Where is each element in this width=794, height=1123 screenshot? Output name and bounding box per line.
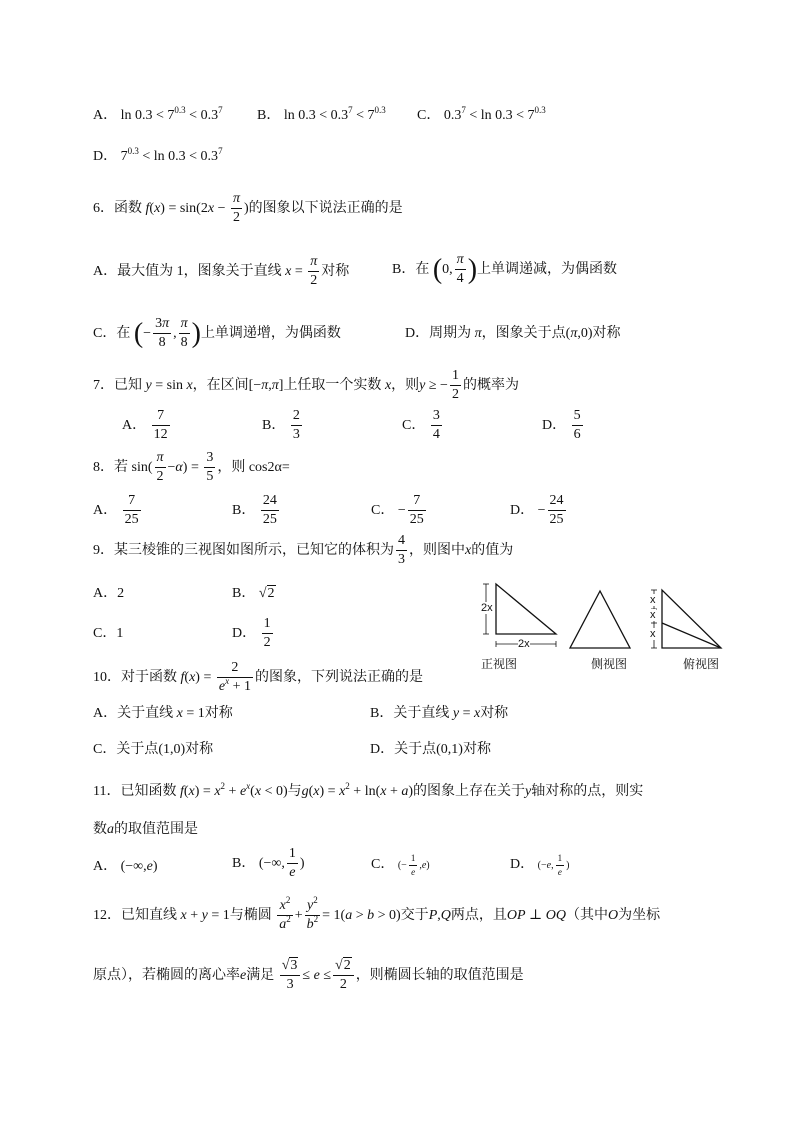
- numerator: 7: [152, 409, 170, 426]
- option-text: ，图象关于点: [481, 326, 566, 341]
- q8-stem: 8．若 sin( $\frac{\pi}{2}$ −α) = $\frac{3}{5}$ ，则 cos2α=: [93, 450, 290, 485]
- stem-text: （其中: [565, 908, 608, 923]
- option-text: 上单调递增，为偶函数: [200, 326, 341, 341]
- q10-option-c: C．关于点(1,0)对称: [93, 742, 214, 757]
- question-number: 8．: [93, 460, 114, 475]
- stem-text: 的图象上存在关于: [413, 784, 526, 799]
- question-number: 9．: [93, 543, 114, 558]
- stem-text: 的图象以下说法正确的是: [248, 201, 403, 216]
- q10-option-d: D．关于点(0,1)对称: [370, 742, 491, 757]
- denominator: 12: [153, 427, 168, 443]
- denominator: 25: [409, 512, 424, 528]
- option-label: A．: [93, 859, 118, 874]
- option-label: D．: [510, 503, 535, 518]
- question-number: 7．: [93, 378, 114, 393]
- denominator: 25: [549, 512, 564, 528]
- option-label: D．: [370, 742, 395, 757]
- option-text: 周期为: [429, 326, 472, 341]
- denominator: 25: [262, 512, 277, 528]
- q6-option-d: D．周期为 π，图象关于点(π,0)对称: [405, 326, 621, 341]
- option-text: 在: [415, 262, 430, 277]
- option-label: B．: [232, 503, 256, 518]
- stem-text: 若: [114, 460, 128, 475]
- sign: −: [537, 503, 546, 518]
- q11-stem-line2: 数a的取值范围是: [93, 822, 198, 837]
- option-label: B．: [232, 586, 256, 601]
- q5-option-c: C． $0.3^7 < \ln 0.3 < 7^{0.3}$: [417, 105, 546, 123]
- stem-text: 的概率为: [462, 378, 519, 393]
- stem-text: 已知直线: [121, 908, 177, 923]
- q5-option-a: A． $\ln 0.3 < 7^{0.3} < 0.3^7$: [93, 105, 223, 123]
- q11-option-d: D． (−e, $\frac{1}{e}$ ): [510, 853, 570, 878]
- q8-option-d: [510, 493, 568, 529]
- question-number: 11．: [93, 784, 121, 799]
- q11-stem-line1: 11．已知函数 $f(x) = x^2 + e^x(x < 0)$与$g(x) = x^2 + \ln(x + a)$的图象上存在关于y轴对称的点，则实: [93, 781, 644, 799]
- stem-text: 已知: [114, 378, 142, 393]
- fraction: $\frac{\pi}{2}$: [232, 191, 240, 226]
- q8-option-c: [371, 493, 428, 529]
- stem-text: ，则椭圆长轴的取值范围是: [355, 968, 524, 983]
- q12-stem-line2: 原点），若椭圆的离心率e满足 $\frac{√3}{3}$ ≤ e ≤ $\frac{√2}{2}$ ，则椭圆长轴的取值范围是: [93, 958, 524, 993]
- q6-option-b: B．在 (0, $\frac{\pi}{4}$ )上单调递减，为偶函数: [392, 252, 618, 287]
- option-text: 上单调递减，为偶函数: [477, 262, 618, 277]
- numerator: 7: [123, 494, 141, 511]
- option-text: 关于点: [116, 742, 159, 757]
- q9-option-a: [93, 584, 124, 604]
- option-label: B．: [262, 418, 286, 433]
- option-label: D．: [542, 418, 567, 433]
- side-view: [570, 591, 630, 648]
- q7-stem: 7．已知 y = sin x，在区间[−π,π]上任取一个实数 x，则y ≥ − $\frac{1}{2}$ 的概率为: [93, 368, 519, 403]
- denominator: 4: [432, 427, 440, 443]
- option-label: B．: [232, 856, 256, 871]
- q9-option-c: [93, 624, 123, 644]
- numerator: 2: [291, 409, 302, 426]
- option-text: 对称: [480, 706, 509, 721]
- stem-text: 对于函数: [121, 670, 177, 685]
- q11-option-c: C． (− $\frac{1}{e}$ ,e): [371, 853, 430, 878]
- q7-option-c: [402, 408, 444, 444]
- q5-option-d: D． $7^{0.3} < \ln 0.3 < 0.3^7$: [93, 146, 223, 164]
- option-text: 关于直线: [393, 706, 450, 721]
- stem-text: ，则图中: [409, 543, 465, 558]
- stem-text: ，则: [391, 378, 420, 393]
- sign: −: [397, 503, 406, 518]
- top-view-caption: 俯视图: [683, 657, 720, 671]
- option-text: 最大值为 1，图象关于直线: [117, 264, 282, 279]
- stem-text: 某三棱锥的三视图如图所示，已知它的体积为: [114, 543, 394, 558]
- denominator: 3: [292, 427, 300, 443]
- stem-text: 已知函数: [120, 784, 177, 799]
- option-text: C．1: [93, 626, 124, 641]
- q8-option-b: [232, 493, 281, 529]
- q8-option-a: [93, 493, 143, 529]
- option-text: 对称: [462, 742, 491, 757]
- option-text: 在: [116, 326, 131, 341]
- option-label: C．: [93, 742, 117, 757]
- option-text: 对称: [321, 264, 350, 279]
- q7-option-b: [262, 408, 304, 444]
- q6-option-c: C．在 (− $\frac{3\pi}{8}$ , $\frac{\pi}{8}$ )上单调递增，为偶函数: [93, 316, 341, 351]
- dim-x-middle: x: [650, 609, 656, 621]
- stem-text: 的图象，下列说法正确的是: [254, 670, 423, 685]
- question-number: 6．: [93, 201, 114, 216]
- top-view: [651, 590, 721, 648]
- option-text: 对称: [204, 706, 233, 721]
- dim-x-bottom: x: [650, 628, 656, 640]
- stem-text: 上任取一个实数: [283, 378, 382, 393]
- q11-option-b: B． (−∞, $\frac{1}{e}$ ): [232, 846, 305, 881]
- three-view-figure: [476, 578, 736, 658]
- q5-option-b: B． $\ln 0.3 < 0.3^7 < 7^{0.3}$: [257, 105, 386, 123]
- denominator: 6: [573, 427, 581, 443]
- option-label: C．: [371, 857, 395, 872]
- option-label: D．: [93, 149, 118, 164]
- stem-text: 的取值范围是: [114, 822, 198, 837]
- stem-text: 与椭圆: [229, 908, 272, 923]
- stem-text: 与: [287, 784, 302, 799]
- option-label: B．: [257, 108, 281, 123]
- stem-text: 函数: [114, 201, 142, 216]
- option-label: C．: [93, 326, 117, 341]
- q7-option-a: [122, 408, 172, 444]
- q9-option-b: B． √2: [232, 586, 275, 601]
- option-label: B．: [370, 706, 394, 721]
- option-label: B．: [392, 262, 416, 277]
- q11-option-a: A． (−∞,e): [93, 859, 158, 874]
- stem-text: 交于: [400, 908, 429, 923]
- q6-stem: 6．函数 f(x) = sin(2x − $\frac{\pi}{2}$ )的图象以下说法正确的是: [93, 191, 403, 226]
- stem-text: ，则 cos2α=: [217, 460, 290, 475]
- q10-stem: 10．对于函数 f(x) = $\frac{2}{e^x + 1}$ 的图象，下列说法正确的是: [93, 660, 423, 695]
- option-text: 关于直线: [117, 706, 174, 721]
- question-number: 10．: [93, 670, 121, 685]
- side-view-caption: 侧视图: [591, 657, 628, 671]
- dim-2x-vertical: 2x: [481, 602, 493, 614]
- dim-x-top: x: [650, 594, 656, 606]
- stem-text: 数: [93, 822, 107, 837]
- q10-option-a: A．关于直线 x = 1对称: [93, 706, 233, 721]
- front-view-caption: 正视图: [481, 657, 518, 671]
- numerator: 5: [572, 409, 583, 426]
- numerator: 3: [431, 409, 442, 426]
- question-number: 12．: [93, 908, 121, 923]
- option-label: A．: [93, 108, 118, 123]
- stem-text: 轴对称的点，则实: [531, 784, 644, 799]
- q9-stem: 9．某三棱锥的三视图如图所示，已知它的体积为 $\frac{4}{3}$ ，则图中x的值为: [93, 533, 514, 568]
- denominator: 25: [124, 512, 139, 528]
- option-label: A．: [93, 264, 118, 279]
- option-label: D．: [232, 626, 257, 641]
- numerator: 24: [261, 494, 279, 511]
- option-text: 关于点: [394, 742, 437, 757]
- q10-option-b: B．关于直线 y = x对称: [370, 706, 509, 721]
- option-label: D．: [405, 326, 430, 341]
- q9-option-d: D． $\frac{1}{2}$: [232, 616, 271, 651]
- stem-text: 的值为: [471, 543, 514, 558]
- q7-option-d: [542, 408, 585, 444]
- option-label: C．: [402, 418, 426, 433]
- option-label: A．: [93, 706, 118, 721]
- q6-option-a: A．最大值为 1，图象关于直线 x = $\frac{\pi}{2}$ 对称: [93, 254, 350, 289]
- stem-text: 原点），若椭圆的离心率: [93, 968, 240, 983]
- stem-text: 为坐标: [618, 908, 661, 923]
- option-label: C．: [417, 108, 441, 123]
- numerator: 7: [408, 494, 426, 511]
- stem-text: 两点，且: [450, 908, 507, 923]
- option-text: 对称: [185, 742, 214, 757]
- option-text: A．2: [93, 586, 125, 601]
- stem-text: 满足: [246, 968, 275, 983]
- option-text: 对称: [592, 326, 621, 341]
- option-label: A．: [93, 503, 118, 518]
- numerator: 24: [548, 494, 566, 511]
- q12-stem-line1: 12．已知直线 x + y = 1与椭圆 $\frac{x^2}{a^2}$ + $\frac{y^2}{b^2}$ = 1(a > b > 0)交于P,Q两点，且OP ⊥ OQ（其中O为坐标: [93, 895, 661, 933]
- option-label: A．: [122, 418, 147, 433]
- option-label: D．: [510, 857, 535, 872]
- stem-text: ，在区间: [192, 378, 249, 393]
- dim-2x-horizontal: 2x: [518, 638, 530, 650]
- option-label: C．: [371, 503, 395, 518]
